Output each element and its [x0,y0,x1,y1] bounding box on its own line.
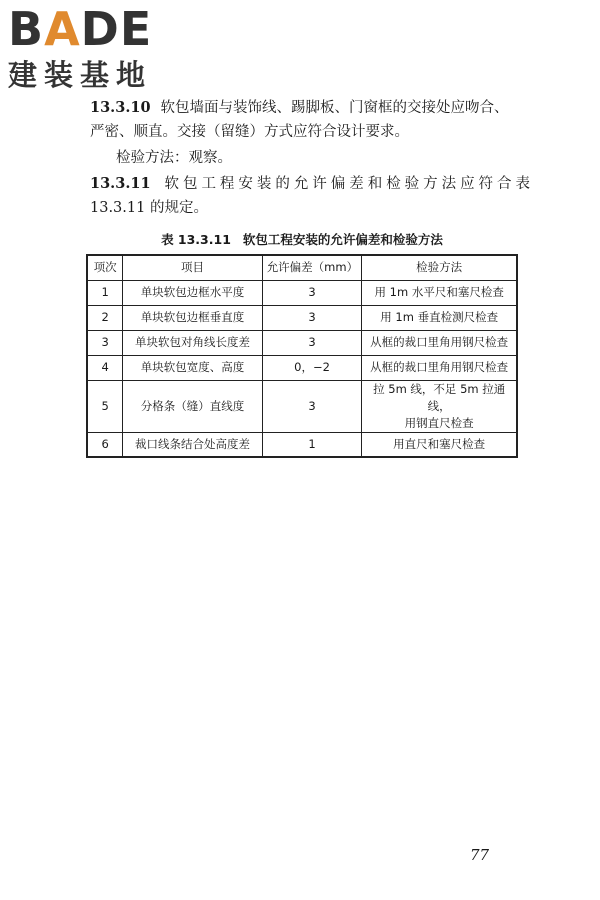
deviation-table [86,254,518,458]
table-caption [86,230,518,248]
table-row [87,355,517,380]
clause-13-3-11 [90,172,530,220]
header-deviation: 允许偏差（mm） [262,255,362,280]
header-no: 项次 [87,255,123,280]
table-row [87,280,517,305]
cell-deviation: 3 [262,330,362,355]
cell-method [362,380,517,432]
table-header-row [87,255,517,280]
cell-method: 用 1m 水平尺和塞尺检查 [362,280,517,305]
cell-item: 单块软包边框水平度 [123,280,262,305]
logo-chinese-name: 建装基地 [8,58,153,92]
table-row [87,380,517,432]
clause-text: 严密、顺直。交接（留缝）方式应符合设计要求。 [90,124,409,140]
cell-item: 单块软包对角线长度差 [123,330,262,355]
cell-method: 从框的裁口里角用钢尺检查 [362,355,517,380]
inspection-method: 检验方法：观察。 [116,150,232,166]
method-line: 用钢直尺检查 [404,415,474,430]
table-row [87,432,517,457]
cell-item: 单块软包边框垂直度 [123,305,262,330]
table-row [87,330,517,355]
cell-method: 用直尺和塞尺检查 [362,432,517,457]
cell-deviation: 3 [262,280,362,305]
header-method: 检验方法 [362,255,517,280]
cell-deviation: 0，−2 [262,355,362,380]
clause-number: 13.3.10 [90,99,151,116]
page-number: 77 [470,846,490,864]
cell-no: 6 [87,432,123,457]
method-line: 拉 5m 线，不足 5m 拉通线， [373,381,506,413]
cell-item: 分格条（缝）直线度 [123,380,262,432]
cell-item: 裁口线条结合处高度差 [123,432,262,457]
clause-text: 13.3.11 的规定。 [90,200,208,216]
cell-no: 1 [87,280,123,305]
table-row [87,305,517,330]
clause-13-3-10 [90,96,530,144]
clause-text: 软包工程安装的允许偏差和检验方法应符合表 [160,176,530,192]
bade-logo [8,4,183,96]
cell-method: 用 1m 垂直检测尺检查 [362,305,517,330]
table-caption-title: 软包工程安装的允许偏差和检验方法 [242,232,443,247]
logo-wordmark: BADE [8,2,153,56]
cell-deviation: 3 [262,305,362,330]
logo-accent-letter: A [44,2,81,56]
cell-no: 3 [87,330,123,355]
cell-no: 2 [87,305,123,330]
table-caption-number: 表 13.3.11 [161,232,231,247]
cell-deviation: 1 [262,432,362,457]
cell-deviation: 3 [262,380,362,432]
cell-item: 单块软包宽度、高度 [123,355,262,380]
cell-method: 从框的裁口里角用钢尺检查 [362,330,517,355]
cell-no: 5 [87,380,123,432]
clause-text: 软包墙面与装饰线、踢脚板、门窗框的交接处应吻合、 [160,100,509,116]
header-item: 项目 [123,255,262,280]
cell-no: 4 [87,355,123,380]
clause-number: 13.3.11 [90,175,151,192]
